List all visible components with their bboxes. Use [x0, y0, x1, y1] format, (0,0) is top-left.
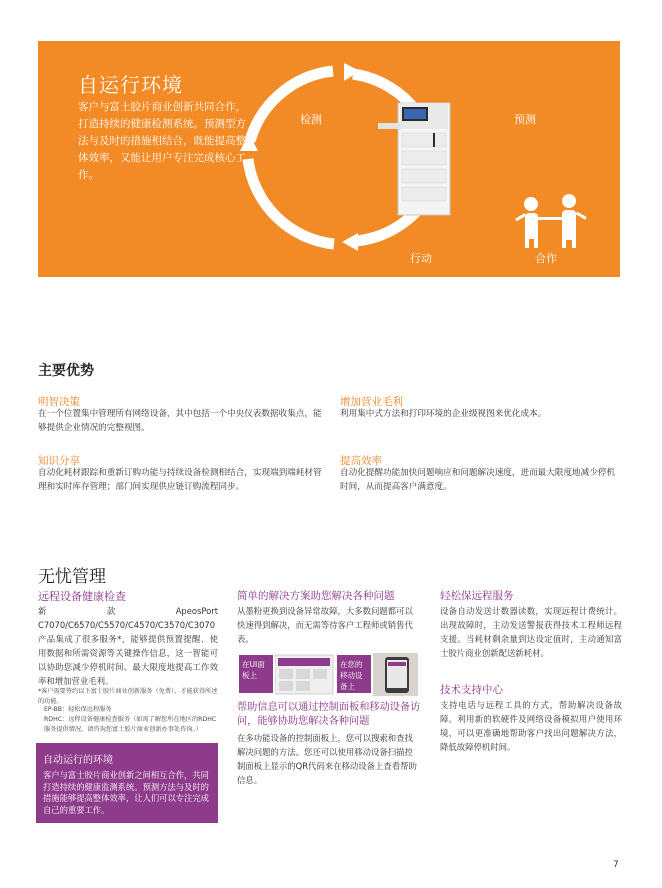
page-number: 7 — [613, 860, 619, 870]
auto-environment-text: 客户与富士胶片商业创新之间相互合作，共同打造持续的健康监测系统。预测方法与及时的措施能够提高整体效率，让人们可以专注完成自己的重要工作。 — [43, 770, 209, 815]
auto-environment-box — [36, 743, 218, 823]
advantages-heading: 主要优势 — [38, 363, 94, 379]
mobile-image — [373, 653, 418, 696]
advantage-title-2: 增加营业毛利 — [340, 396, 403, 408]
cycle-label-act: 行动 — [410, 252, 432, 265]
support-center-title: 技术支持中心 — [440, 684, 503, 696]
hero-title: 自运行环境 — [78, 73, 183, 97]
advantage-title-1: 明智决策 — [38, 396, 80, 408]
ui-panel-image — [275, 653, 335, 696]
printer-illustration — [378, 103, 450, 215]
ui-mobile-screenshot — [237, 653, 418, 696]
advantage-title-4: 提高效率 — [340, 455, 382, 467]
advantage-text-4: 自动化提醒功能加快问题响应和问题解决速度，进而最大限度地减少停机时间，从而提高客户满意度。 — [340, 468, 616, 492]
advantage-text-1: 在一个位置集中管理所有网络设备，其中包括一个中央仪表数据收集点，能够提供企业情况的完整视图。 — [38, 409, 322, 433]
remote-note-2: EP-BB：轻松保远程服务 — [44, 706, 112, 713]
cycle-label-predict: 预测 — [514, 113, 536, 126]
worry-free-heading: 无忧管理 — [38, 567, 106, 587]
cycle-label-detect: 检测 — [300, 113, 322, 126]
auto-environment-title: 自动运行的环境 — [43, 755, 113, 766]
remote-note-1: *客户需要签约以下富士胶片商业创新服务（免费），才能获得所述的功能。 — [38, 688, 218, 705]
advantage-title-3: 知识分享 — [38, 455, 80, 467]
remote-check-title: 远程设备健康检查 — [38, 590, 126, 603]
hero-banner — [38, 41, 620, 277]
easy-remote-title: 轻松保远程服务 — [440, 590, 514, 602]
easy-remote-text: 设备自动发送计数器读数，实现远程计费统计。出现故障时，主动发送警报获得技术工程师远程支援。当耗材剩余量到达设定值时，主动通知富士胶片商业创新配送新耗材。 — [440, 606, 622, 658]
help-info-title: 帮助信息可以通过控制面板和移动设备访问，能够协助您解决各种问题 — [237, 702, 421, 727]
remote-check-text: 新款ApeosPort C7070/C6570/C5570/C4570/C3570/C3070产品集成了很多服务*，能够提供预置提醒、使用数据和所需资源等关键操作信息，这一智能可以协助您减少停机时间、最大限度地提高工作效率和增加营业毛利。 — [38, 606, 218, 686]
people-icon — [515, 194, 587, 248]
help-info-text: 在多功能设备的控制面板上，您可以搜索和查找解决问题的方法。您还可以使用移动设备扫描控制面板上显示的QR代码来在移动设备上查看帮助信息。 — [237, 733, 417, 785]
remote-note-3: RDHC：远程设备健康检查服务（如需了解您所在地区的RDHC服务提供情况，请咨询您富士胶片商业创新办事处咨询。） — [44, 716, 217, 733]
cycle-label-cooperate: 合作 — [535, 252, 557, 265]
support-center-text: 支持电话与远程工具的方式，帮助解决设备故障。利用新的软硬件及网络设备模拟用户使用环境，可以更准确地帮助客户找出问题解决方法，降低故障停机时间。 — [440, 700, 622, 752]
advantage-text-2: 利用集中式方法和打印环境的企业级视图来优化成本。 — [340, 409, 547, 419]
simple-solution-text: 从墨粉更换到设备异常故障，大多数问题都可以快速得到解决，而无需等待客户工程师或销售代表。 — [237, 606, 413, 644]
tag-mobile: 在您的移动设备上 — [337, 655, 371, 693]
tag-ui-panel: 在UI面板上 — [239, 655, 273, 693]
hero-text: 客户与富士胶片商业创新共同合作，打造持续的健康检测系统。预测型方法与及时的措施相结合，既能提高整体效率，又能让用户专注完成核心工作。 — [78, 101, 246, 181]
advantage-text-3: 自动化耗材跟踪和重新订购功能与持续设备检测相结合，实现端到端耗材管理和实时库存管理；部门间实现供应链订购流程同步。 — [38, 468, 322, 492]
simple-solution-title: 简单的解决方案助您解决各种问题 — [237, 590, 395, 602]
